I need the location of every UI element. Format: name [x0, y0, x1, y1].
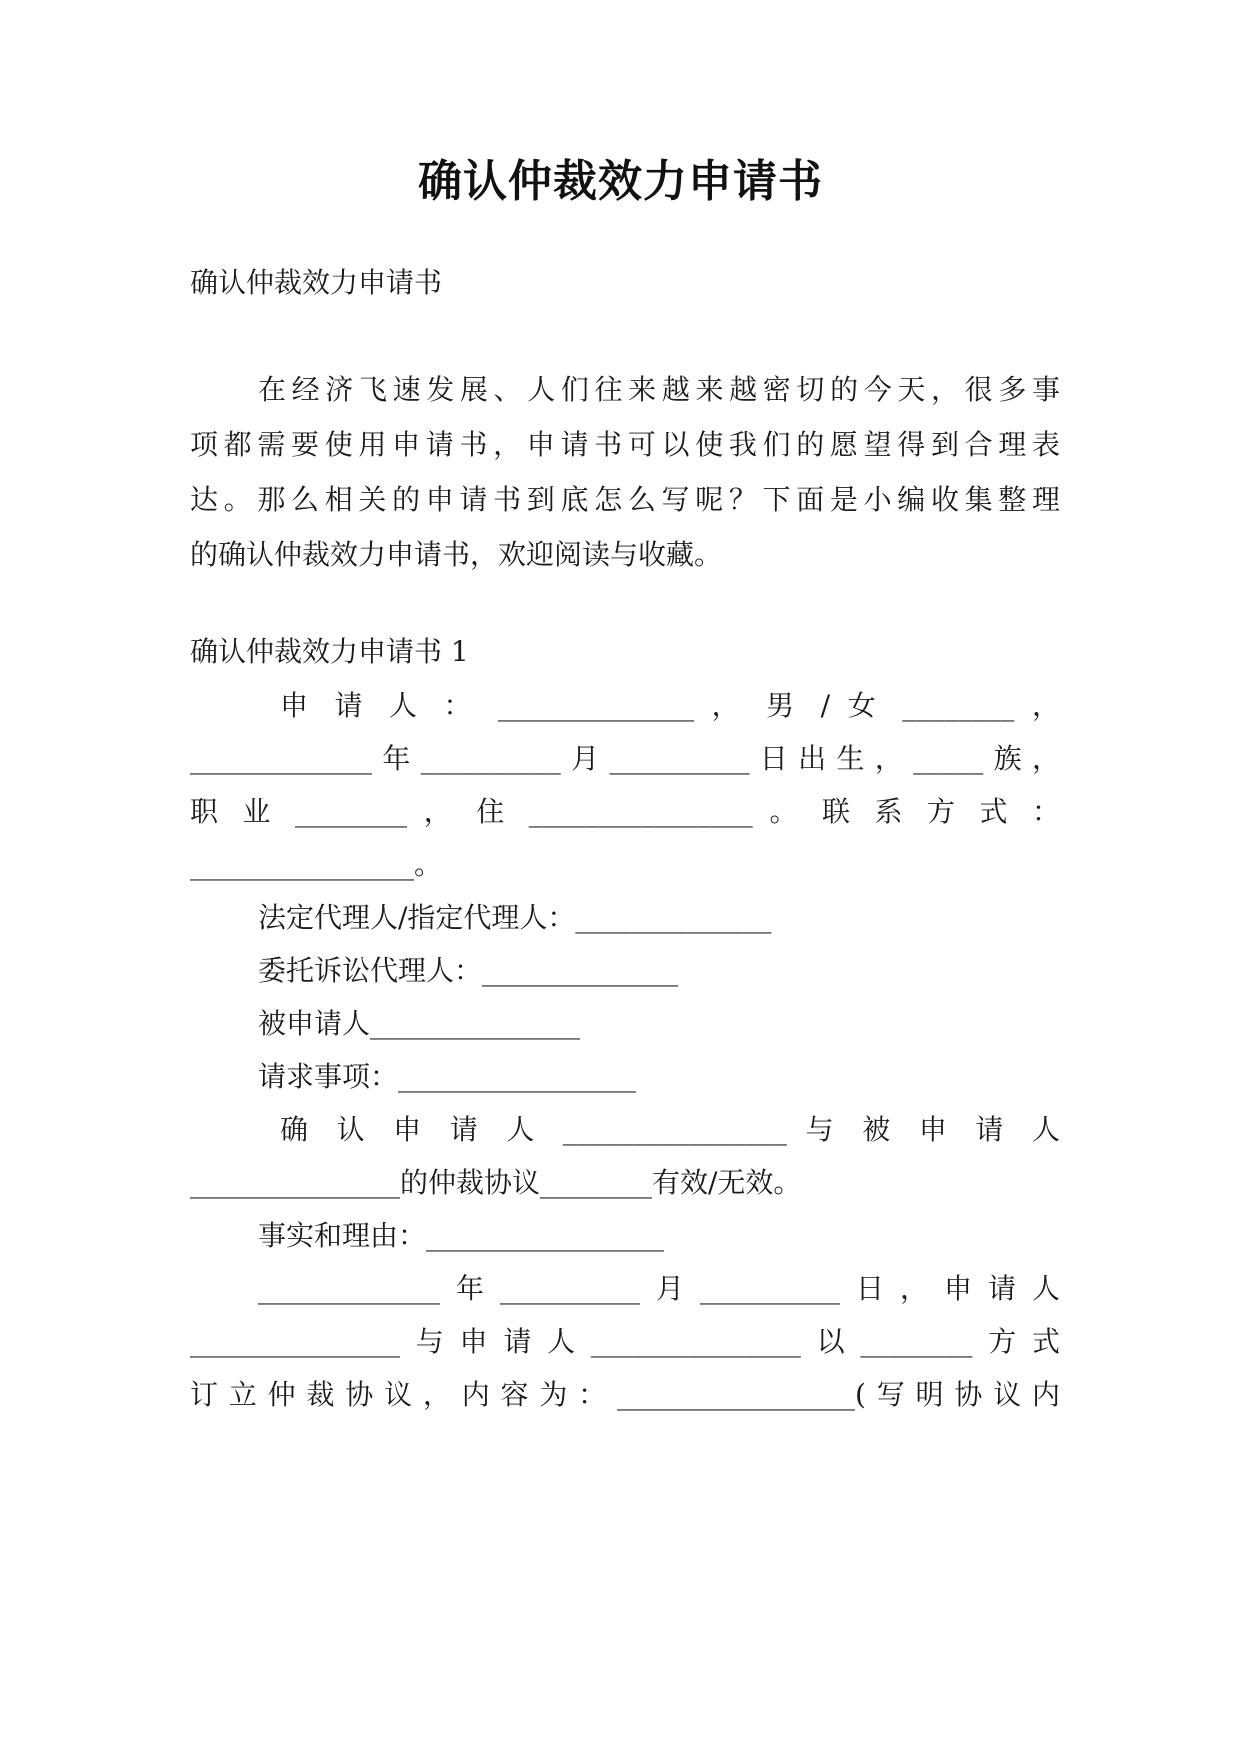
- facts-line-2: _______________与申请人_______________以________方式: [190, 1325, 1060, 1358]
- intro-line-3: 达。那么相关的申请书到底怎么写呢？下面是小编收集整理: [190, 483, 1060, 516]
- confirm-line-2: _______________的仲裁协议________有效/无效。: [190, 1166, 802, 1199]
- claims-line: 请求事项：_________________: [258, 1060, 637, 1093]
- intro-line-2: 项都需要使用申请书，申请书可以使我们的愿望得到合理表: [190, 428, 1060, 461]
- facts-line-3: 订立仲裁协议，内容为：_________________(写明协议内: [190, 1378, 1060, 1411]
- occupation-line: 职 业 ________ ， 住 ________________ 。 联 系 方 式 ：: [190, 795, 1060, 828]
- facts-line-1: _____________年__________月__________日，申请人: [258, 1272, 1060, 1305]
- contact-line: ________________。: [190, 848, 443, 881]
- legal-agent-line: 法定代理人/指定代理人：______________: [258, 901, 772, 934]
- document-subtitle: 确认仲裁效力申请书: [190, 266, 443, 299]
- document-title: 确认仲裁效力申请书: [418, 156, 823, 207]
- respondent-line: 被申请人_______________: [258, 1007, 581, 1040]
- birth-line: _____________年__________月__________日出生，_____族，: [190, 742, 1060, 775]
- applicant-line: 申 请 人 ： ______________ ， 男 / 女 ________ ，: [280, 689, 1060, 722]
- intro-line-4: 的确认仲裁效力申请书，欢迎阅读与收藏。: [190, 538, 723, 571]
- confirm-line-1: 确 认 申 请 人 ________________ 与 被 申 请 人: [280, 1113, 1060, 1146]
- section-heading: 确认仲裁效力申请书 1: [190, 635, 469, 668]
- litigation-agent-line: 委托诉讼代理人：______________: [258, 954, 679, 987]
- facts-heading-line: 事实和理由：_________________: [258, 1219, 665, 1252]
- intro-line-1: 在经济飞速发展、人们往来越来越密切的今天，很多事: [258, 373, 1060, 406]
